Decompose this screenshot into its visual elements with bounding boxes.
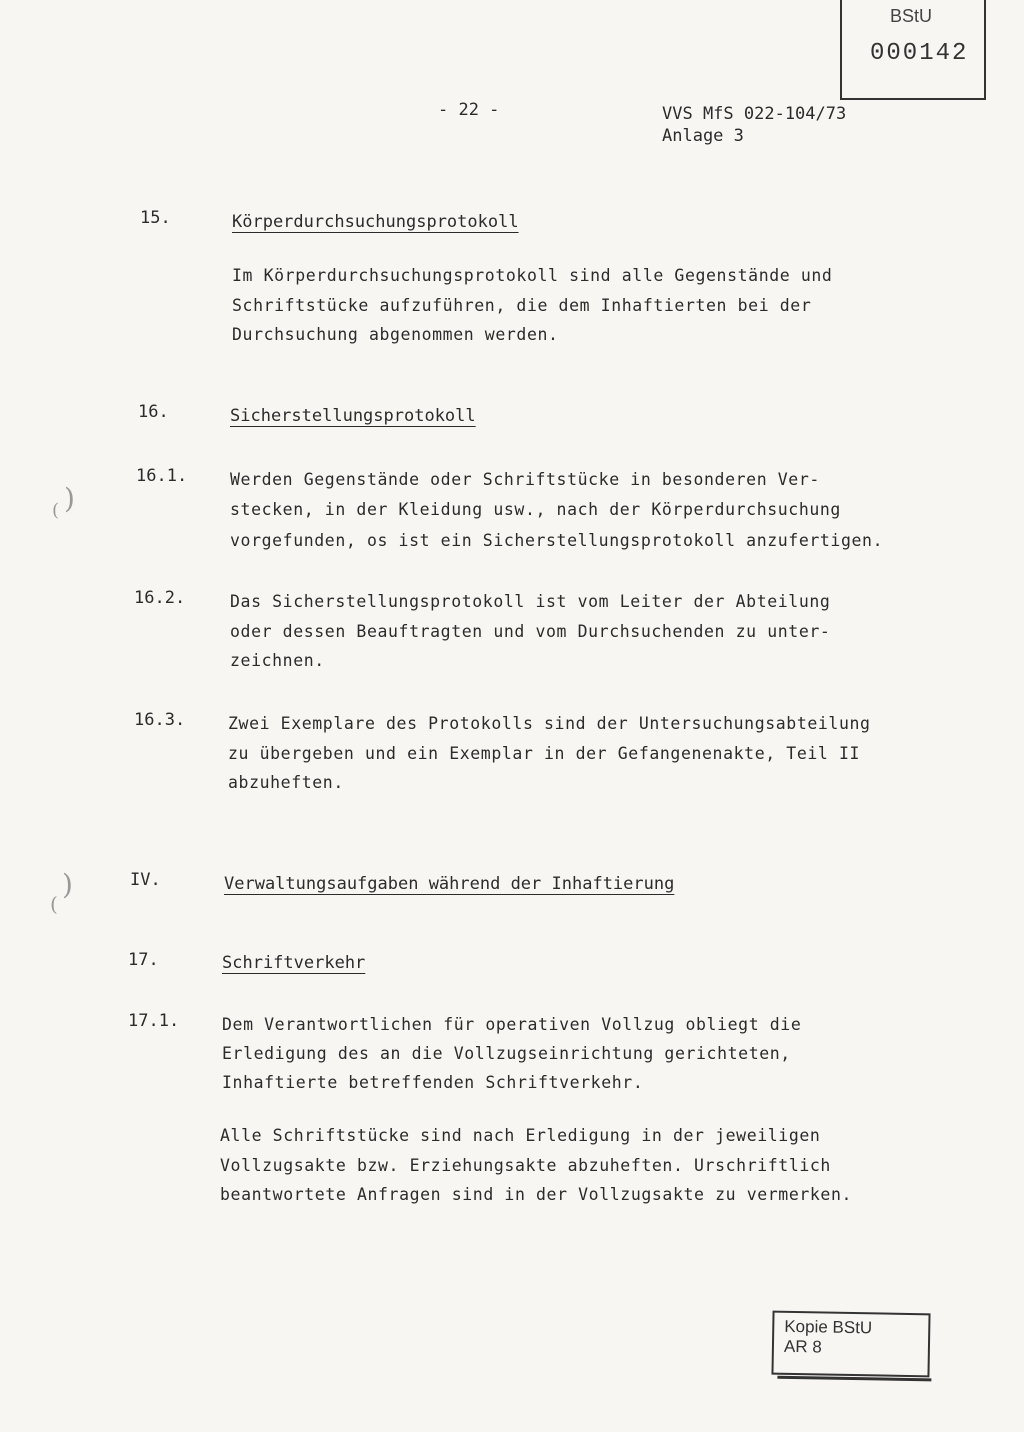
text-line: Zwei Exemplare des Protokolls sind der Untersuchungsabteilung xyxy=(228,714,871,733)
copy-stamp-line1: Kopie BStU xyxy=(784,1316,873,1338)
text-line: stecken, in der Kleidung usw., nach der Körperdurchsuchung xyxy=(230,500,841,519)
text-line: Werden Gegenstände oder Schriftstücke in besonderen Ver- xyxy=(230,470,820,489)
stamp-shadow xyxy=(777,1376,931,1382)
punch-hole-mark: ) xyxy=(64,482,75,515)
text-line: Alle Schriftstücke sind nach Erledigung in der jeweiligen xyxy=(220,1126,821,1145)
text-line: Das Sicherstellungsprotokoll ist vom Leiter der Abteilung xyxy=(230,592,831,611)
section-number: 16.1. xyxy=(136,466,188,486)
text-line: Dem Verantwortlichen für operativen Vollzug obliegt die xyxy=(222,1015,802,1034)
section-number: 15. xyxy=(140,208,171,228)
punch-hole-mark: ( xyxy=(52,500,60,521)
section-heading: Schriftverkehr xyxy=(222,953,366,973)
text-line: Inhaftierte betreffenden Schriftverkehr. xyxy=(222,1073,644,1092)
text-line: zeichnen. xyxy=(230,651,325,670)
text-line: Vollzugsakte bzw. Erziehungsakte abzuheften. Urschriftlich xyxy=(220,1156,831,1175)
section-number: 16. xyxy=(138,402,169,422)
punch-hole-mark: ( xyxy=(50,892,58,916)
annex-label: Anlage 3 xyxy=(662,126,744,146)
text-line: vorgefunden, os ist ein Sicherstellungsprotokoll anzufertigen. xyxy=(230,531,884,550)
copy-stamp xyxy=(771,1311,930,1378)
section-heading: Sicherstellungsprotokoll xyxy=(230,406,476,426)
text-line: Erledigung des an die Vollzugseinrichtung gerichteten, xyxy=(222,1044,791,1063)
section-heading: Körperdurchsuchungsprotokoll xyxy=(232,212,519,232)
archive-stamp xyxy=(840,0,986,100)
section-number: 17. xyxy=(128,950,159,970)
section-number: 16.3. xyxy=(134,710,186,730)
text-line: abzuheften. xyxy=(228,773,344,792)
text-line: oder dessen Beauftragten und vom Durchsuchenden zu unter- xyxy=(230,622,831,641)
text-line: Schriftstücke aufzuführen, die dem Inhaftierten bei der xyxy=(232,296,812,315)
section-number: IV. xyxy=(130,870,161,890)
document-reference: VVS MfS 022-104/73 xyxy=(662,104,847,124)
text-line: Im Körperdurchsuchungsprotokoll sind alle Gegenstände und xyxy=(232,266,833,285)
page-number: - 22 - xyxy=(438,100,500,120)
section-number: 16.2. xyxy=(134,588,186,608)
text-line: zu übergeben und ein Exemplar in der Gefangenenakte, Teil II xyxy=(228,744,861,763)
text-line: Durchsuchung abgenommen werden. xyxy=(232,325,559,344)
section-heading: Verwaltungsaufgaben während der Inhaftierung xyxy=(224,874,675,894)
section-number: 17.1. xyxy=(128,1011,180,1031)
archive-stamp-number: 000142 xyxy=(870,40,969,67)
archive-stamp-org: BStU xyxy=(890,6,933,26)
copy-stamp-line2: AR 8 xyxy=(783,1336,822,1357)
punch-hole-mark: ) xyxy=(62,868,73,901)
text-line: beantwortete Anfragen sind in der Vollzugsakte zu vermerken. xyxy=(220,1185,853,1204)
